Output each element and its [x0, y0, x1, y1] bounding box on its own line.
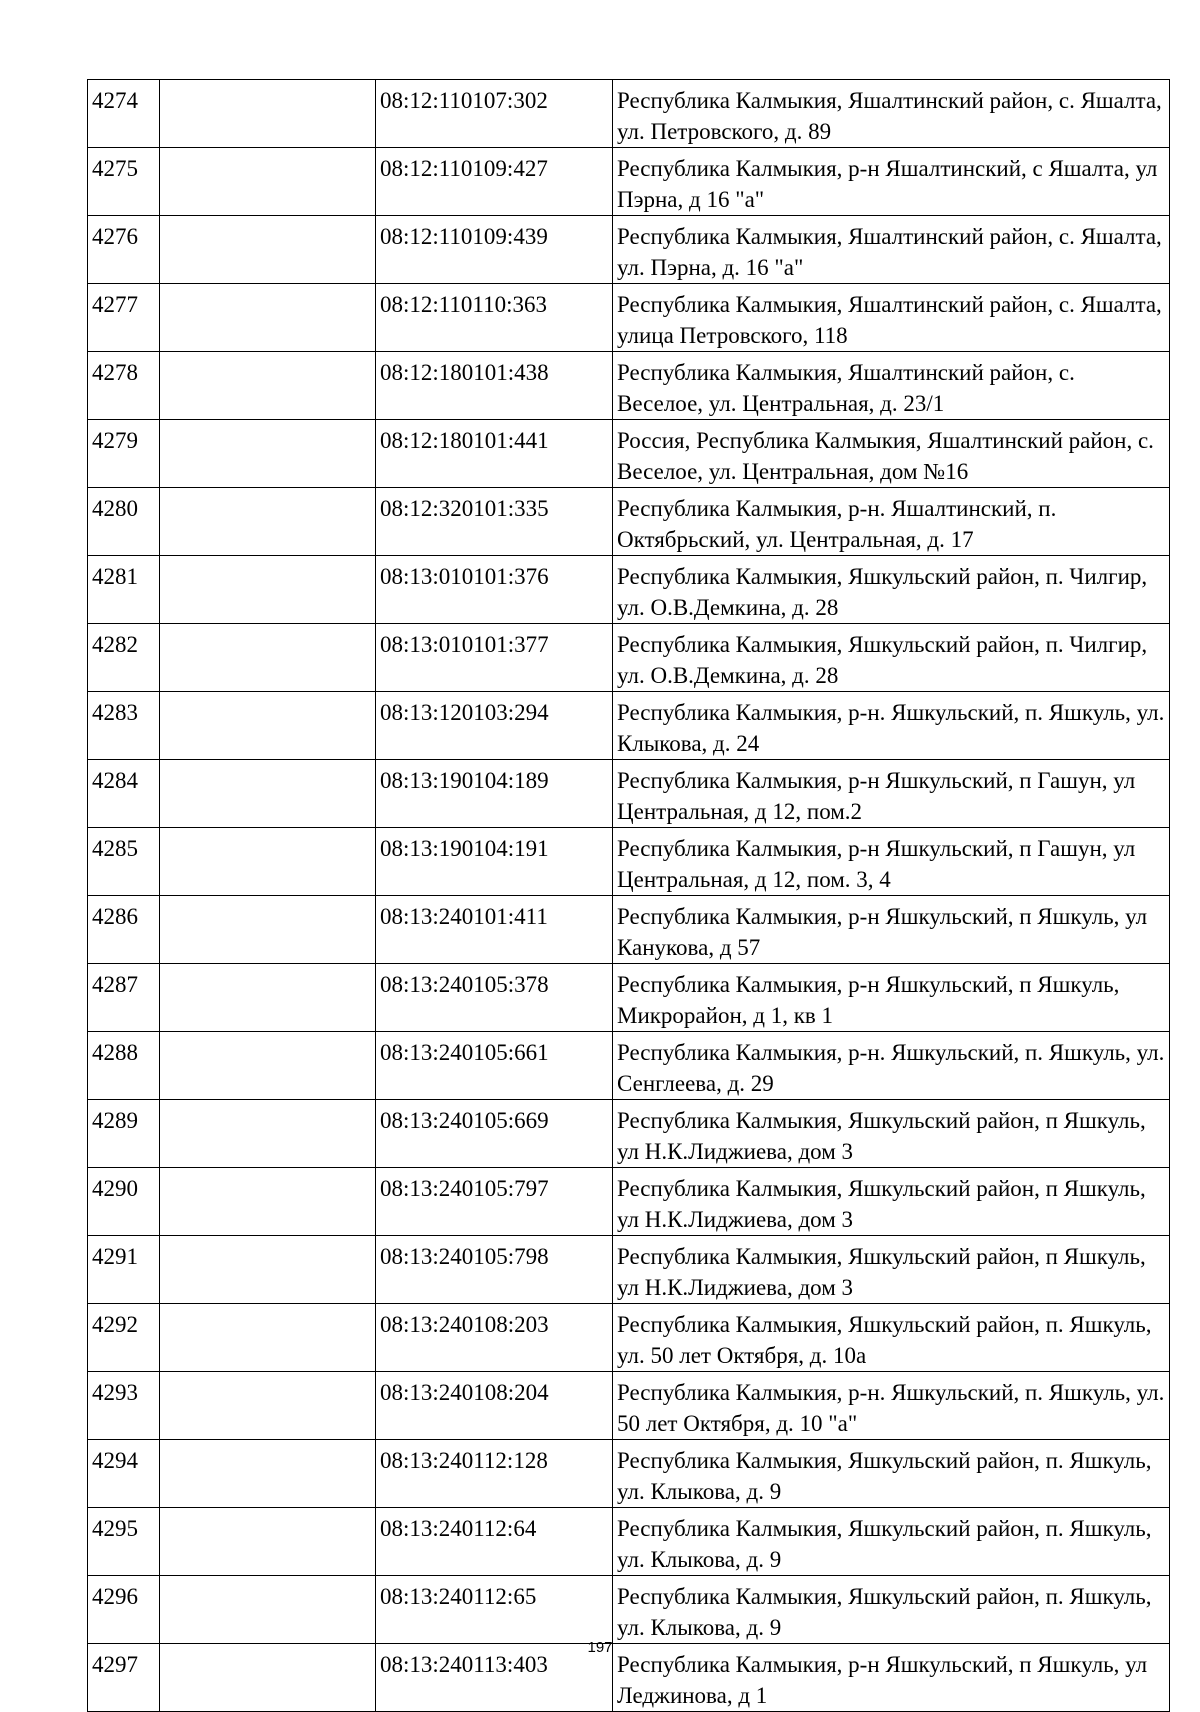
address-cell: Республика Калмыкия, р-н Яшкульский, п Гашун, ул Центральная, д 12, пом.2: [613, 760, 1170, 828]
empty-cell: [160, 964, 376, 1032]
cadastral-number-cell: 08:13:240105:669: [376, 1100, 613, 1168]
cadastral-number-cell: 08:12:180101:438: [376, 352, 613, 420]
address-cell: Республика Калмыкия, р-н. Яшалтинский, п. Октябрьский, ул. Центральная, д. 17: [613, 488, 1170, 556]
cadastral-number-cell: 08:13:010101:376: [376, 556, 613, 624]
cadastral-number-cell: 08:13:240112:65: [376, 1576, 613, 1644]
empty-cell: [160, 1032, 376, 1100]
empty-cell: [160, 352, 376, 420]
row-number-cell: 4286: [88, 896, 160, 964]
address-cell: Республика Калмыкия, р-н Яшалтинский, с Яшалта, ул Пэрна, д 16 "а": [613, 148, 1170, 216]
cadastral-number-cell: 08:13:010101:377: [376, 624, 613, 692]
empty-cell: [160, 896, 376, 964]
row-number-cell: 4281: [88, 556, 160, 624]
table-row: [88, 556, 1170, 624]
row-number-cell: 4290: [88, 1168, 160, 1236]
table-row: [88, 828, 1170, 896]
row-number-cell: 4284: [88, 760, 160, 828]
cadastral-number-cell: 08:13:240105:798: [376, 1236, 613, 1304]
table-row: [88, 1100, 1170, 1168]
empty-cell: [160, 80, 376, 148]
row-number-cell: 4297: [88, 1644, 160, 1712]
address-cell: Республика Калмыкия, р-н. Яшкульский, п. Яшкуль, ул. 50 лет Октября, д. 10 "а": [613, 1372, 1170, 1440]
address-cell: Республика Калмыкия, Яшалтинский район, с. Яшалта, ул. Петровского, д. 89: [613, 80, 1170, 148]
table-row: [88, 1304, 1170, 1372]
cadastral-number-cell: 08:12:180101:441: [376, 420, 613, 488]
empty-cell: [160, 556, 376, 624]
row-number-cell: 4288: [88, 1032, 160, 1100]
cadastral-number-cell: 08:13:240105:661: [376, 1032, 613, 1100]
empty-cell: [160, 692, 376, 760]
cadastral-number-cell: 08:13:120103:294: [376, 692, 613, 760]
row-number-cell: 4275: [88, 148, 160, 216]
address-cell: Республика Калмыкия, Яшалтинский район, с. Веселое, ул. Центральная, д. 23/1: [613, 352, 1170, 420]
address-cell: Республика Калмыкия, Яшкульский район, п. Яшкуль, ул. 50 лет Октября, д. 10а: [613, 1304, 1170, 1372]
table-row: [88, 80, 1170, 148]
cadastral-number-cell: 08:13:190104:189: [376, 760, 613, 828]
address-cell: Республика Калмыкия, р-н Яшкульский, п Яшкуль, ул Леджинова, д 1: [613, 1644, 1170, 1712]
row-number-cell: 4289: [88, 1100, 160, 1168]
table-row: [88, 1168, 1170, 1236]
empty-cell: [160, 216, 376, 284]
table-row: [88, 488, 1170, 556]
row-number-cell: 4296: [88, 1576, 160, 1644]
table-row: [88, 148, 1170, 216]
cadastral-number-cell: 08:12:110109:427: [376, 148, 613, 216]
empty-cell: [160, 1372, 376, 1440]
empty-cell: [160, 1168, 376, 1236]
empty-cell: [160, 828, 376, 896]
cadastral-number-cell: 08:12:110109:439: [376, 216, 613, 284]
table-body: [88, 80, 1170, 1712]
address-cell: Республика Калмыкия, Яшалтинский район, с. Яшалта, ул. Пэрна, д. 16 "а": [613, 216, 1170, 284]
row-number-cell: 4283: [88, 692, 160, 760]
row-number-cell: 4277: [88, 284, 160, 352]
table-row: [88, 760, 1170, 828]
address-cell: Республика Калмыкия, р-н Яшкульский, п Гашун, ул Центральная, д 12, пом. 3, 4: [613, 828, 1170, 896]
row-number-cell: 4282: [88, 624, 160, 692]
row-number-cell: 4278: [88, 352, 160, 420]
row-number-cell: 4291: [88, 1236, 160, 1304]
row-number-cell: 4292: [88, 1304, 160, 1372]
empty-cell: [160, 1304, 376, 1372]
cadastral-number-cell: 08:13:240105:797: [376, 1168, 613, 1236]
table-row: [88, 692, 1170, 760]
table-row: [88, 284, 1170, 352]
address-cell: Республика Калмыкия, Яшкульский район, п. Чилгир, ул. О.В.Демкина, д. 28: [613, 624, 1170, 692]
table-row: [88, 352, 1170, 420]
address-cell: Республика Калмыкия, Яшкульский район, п. Яшкуль, ул. Клыкова, д. 9: [613, 1576, 1170, 1644]
empty-cell: [160, 1508, 376, 1576]
cadastral-number-cell: 08:13:240113:403: [376, 1644, 613, 1712]
table-row: [88, 420, 1170, 488]
row-number-cell: 4287: [88, 964, 160, 1032]
table-row: [88, 1372, 1170, 1440]
row-number-cell: 4276: [88, 216, 160, 284]
table-row: [88, 216, 1170, 284]
empty-cell: [160, 760, 376, 828]
row-number-cell: 4280: [88, 488, 160, 556]
empty-cell: [160, 1440, 376, 1508]
cadastral-number-cell: 08:12:110110:363: [376, 284, 613, 352]
table-row: [88, 1440, 1170, 1508]
row-number-cell: 4274: [88, 80, 160, 148]
address-cell: Республика Калмыкия, р-н Яшкульский, п Яшкуль, ул Канукова, д 57: [613, 896, 1170, 964]
cadastral-number-cell: 08:13:190104:191: [376, 828, 613, 896]
address-cell: Республика Калмыкия, Яшкульский район, п. Яшкуль, ул. Клыкова, д. 9: [613, 1508, 1170, 1576]
row-number-cell: 4279: [88, 420, 160, 488]
cadastral-number-cell: 08:13:240108:204: [376, 1372, 613, 1440]
address-cell: Республика Калмыкия, Яшкульский район, п Яшкуль, ул Н.К.Лиджиева, дом 3: [613, 1236, 1170, 1304]
row-number-cell: 4295: [88, 1508, 160, 1576]
table-row: [88, 1508, 1170, 1576]
table-row: [88, 624, 1170, 692]
empty-cell: [160, 1236, 376, 1304]
row-number-cell: 4294: [88, 1440, 160, 1508]
empty-cell: [160, 1100, 376, 1168]
empty-cell: [160, 284, 376, 352]
table-row: [88, 1576, 1170, 1644]
cadastral-number-cell: 08:12:320101:335: [376, 488, 613, 556]
cadastral-number-cell: 08:13:240101:411: [376, 896, 613, 964]
address-cell: Республика Калмыкия, Яшкульский район, п Яшкуль, ул Н.К.Лиджиева, дом 3: [613, 1168, 1170, 1236]
empty-cell: [160, 420, 376, 488]
cadastral-number-cell: 08:13:240105:378: [376, 964, 613, 1032]
table-row: [88, 1236, 1170, 1304]
property-table: [87, 79, 1170, 1712]
empty-cell: [160, 488, 376, 556]
cadastral-number-cell: 08:13:240108:203: [376, 1304, 613, 1372]
row-number-cell: 4285: [88, 828, 160, 896]
page-number: 197: [587, 1639, 613, 1656]
row-number-cell: 4293: [88, 1372, 160, 1440]
table-row: [88, 1032, 1170, 1100]
address-cell: Республика Калмыкия, р-н. Яшкульский, п. Яшкуль, ул. Сенглеева, д. 29: [613, 1032, 1170, 1100]
empty-cell: [160, 148, 376, 216]
cadastral-number-cell: 08:13:240112:128: [376, 1440, 613, 1508]
table-row: [88, 964, 1170, 1032]
cadastral-number-cell: 08:13:240112:64: [376, 1508, 613, 1576]
address-cell: Республика Калмыкия, Яшкульский район, п. Яшкуль, ул. Клыкова, д. 9: [613, 1440, 1170, 1508]
address-cell: Республика Калмыкия, Яшкульский район, п Яшкуль, ул Н.К.Лиджиева, дом 3: [613, 1100, 1170, 1168]
address-cell: Республика Калмыкия, Яшалтинский район, с. Яшалта, улица Петровского, 118: [613, 284, 1170, 352]
address-cell: Россия, Республика Калмыкия, Яшалтинский район, с. Веселое, ул. Центральная, дом №16: [613, 420, 1170, 488]
cadastral-number-cell: 08:12:110107:302: [376, 80, 613, 148]
address-cell: Республика Калмыкия, р-н. Яшкульский, п. Яшкуль, ул. Клыкова, д. 24: [613, 692, 1170, 760]
table-row: [88, 896, 1170, 964]
empty-cell: [160, 624, 376, 692]
address-cell: Республика Калмыкия, р-н Яшкульский, п Яшкуль, Микрорайон, д 1, кв 1: [613, 964, 1170, 1032]
empty-cell: [160, 1576, 376, 1644]
address-cell: Республика Калмыкия, Яшкульский район, п. Чилгир, ул. О.В.Демкина, д. 28: [613, 556, 1170, 624]
